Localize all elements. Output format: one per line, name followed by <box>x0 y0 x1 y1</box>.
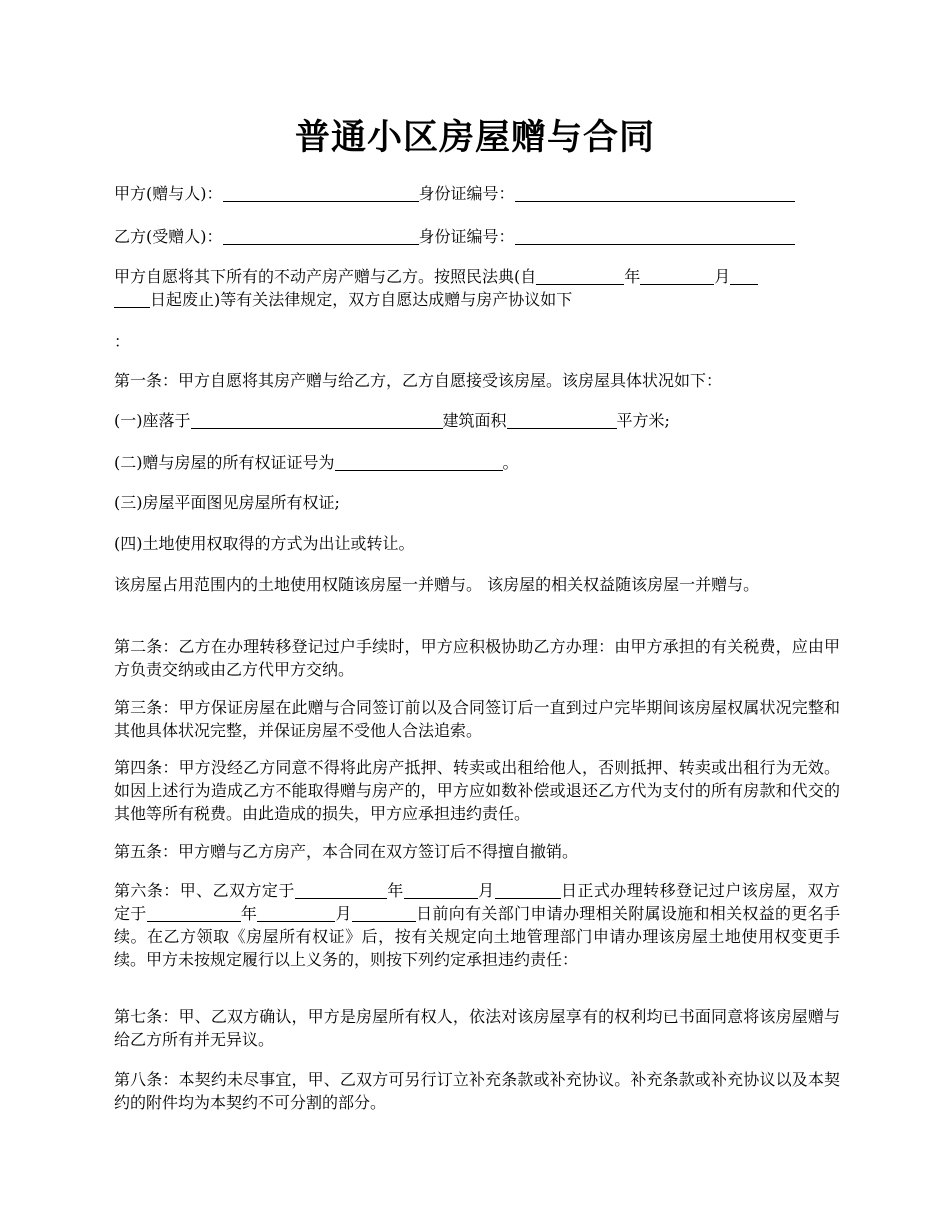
party-b-name-blank <box>223 228 419 245</box>
item-1-area-label: 建筑面积 <box>442 411 507 430</box>
article-3: 第三条：甲方保证房屋在此赠与合同签订前以及合同签订后一直到过户完毕期间该房屋权属状况完整和其他具体状况完整，并保证房屋不受他人合法追索。 <box>114 698 840 740</box>
party-a-line <box>114 182 840 205</box>
article-6-month-label-1: 月 <box>477 881 495 900</box>
land-use-paragraph: 该房屋占用范围内的土地使用权随该房屋一并赠与。 该房屋的相关权益随该房屋一并赠与。 <box>114 575 760 594</box>
article-6-text-3: 日前向有关部门申请办理相关附属设施和相关权益的更名手续。在乙方领取《房屋所有权证》后，按有关规定向土地管理部门申请办理该房屋土地使用权变更手续。甲方未按规定履行以上义务的，则按下列约定承担违约责任： <box>114 904 840 969</box>
intro-year-blank <box>536 268 624 285</box>
item-1 <box>114 409 840 432</box>
article-6-year-blank-1 <box>295 882 387 899</box>
article-8: 第八条：本契约未尽事宜，甲、乙双方可另行订立补充条款或补充协议。补充条款或补充协议以及本契约的附件均为本契约不可分割的部分。 <box>114 1070 840 1112</box>
party-b-id-label: 身份证编号： <box>418 227 515 246</box>
item-1-area-blank <box>507 412 617 429</box>
article-6-month-blank-2 <box>257 905 335 922</box>
item-2-suffix: 。 <box>502 453 519 472</box>
item-2-prefix: (二)赠与房屋的所有权证证号为 <box>114 453 335 472</box>
article-6-year-label-1: 年 <box>386 881 404 900</box>
party-a-id-label: 身份证编号： <box>418 184 515 203</box>
intro-day-blank <box>730 268 758 285</box>
party-b-id-blank <box>515 228 795 245</box>
item-1-prefix: (一)座落于 <box>114 411 191 430</box>
page-title: 普通小区房屋赠与合同 <box>294 117 655 158</box>
article-6-month-label-2: 月 <box>335 904 352 923</box>
intro-paragraph <box>114 265 840 311</box>
article-4: 第四条：甲方没经乙方同意不得将此房产抵押、转卖或出租给他人，否则抵押、转卖或出租行为无效。如因上述行为造成乙方不能取得赠与房产的，甲方应如数补偿或退还乙方代为支付的所有房款和代交的其他等所有税费。由此造成的损失，甲方应承担违约责任。 <box>114 758 840 823</box>
item-3: (三)房屋平面图见房屋所有权证; <box>114 493 340 512</box>
colon-line: ： <box>114 332 131 351</box>
article-5: 第五条：甲方赠与乙方房产，本合同在双方签订后不得擅自撤销。 <box>114 842 579 861</box>
article-2: 第二条：乙方在办理转移登记过户手续时，甲方应积极协助乙方办理：由甲方承担的有关税费，应由甲方负责交纳或由乙方代甲方交纳。 <box>114 637 840 679</box>
party-a-name-blank <box>223 185 419 202</box>
article-6-text-2: 日正式办理转移登记过户该房屋，双方定于 <box>114 881 840 923</box>
party-a-id-blank <box>515 185 795 202</box>
article-6-month-blank-1 <box>404 882 478 899</box>
article-6-day-blank-1 <box>495 882 561 899</box>
item-4: (四)土地使用权取得的方式为出让或转让。 <box>114 534 415 553</box>
article-7: 第七条：甲、乙双方确认，甲方是房屋所有权人，依法对该房屋享有的权利均已书面同意将该房屋赠与给乙方所有并无异议。 <box>114 1007 840 1049</box>
party-b-label: 乙方(受赠人)： <box>114 227 223 246</box>
party-b-line <box>114 225 840 248</box>
intro-text-2: 日起废止)等有关法律规定，双方自愿达成赠与房产协议如下 <box>150 290 573 309</box>
item-2-cert-blank <box>335 454 503 471</box>
intro-text-1: 甲方自愿将其下所有的不动产房产赠与乙方。按照民法典(自 <box>114 267 537 286</box>
article-6-year-blank-2 <box>147 905 241 922</box>
item-2 <box>114 451 840 474</box>
intro-month-label: 月 <box>714 267 731 286</box>
article-1: 第一条：甲方自愿将其房产赠与给乙方，乙方自愿接受该房屋。该房屋具体状况如下： <box>114 371 723 390</box>
article-6-year-label-2: 年 <box>240 904 258 923</box>
article-6 <box>114 879 840 971</box>
item-1-location-blank <box>191 412 443 429</box>
intro-day-blank-cont <box>114 291 150 308</box>
party-a-label: 甲方(赠与人)： <box>114 184 223 203</box>
article-6-text-1: 第六条：甲、乙双方定于 <box>114 881 295 900</box>
intro-year-label: 年 <box>624 267 641 286</box>
article-6-day-blank-2 <box>352 905 416 922</box>
item-1-suffix: 平方米; <box>616 411 670 430</box>
intro-month-blank <box>640 268 714 285</box>
